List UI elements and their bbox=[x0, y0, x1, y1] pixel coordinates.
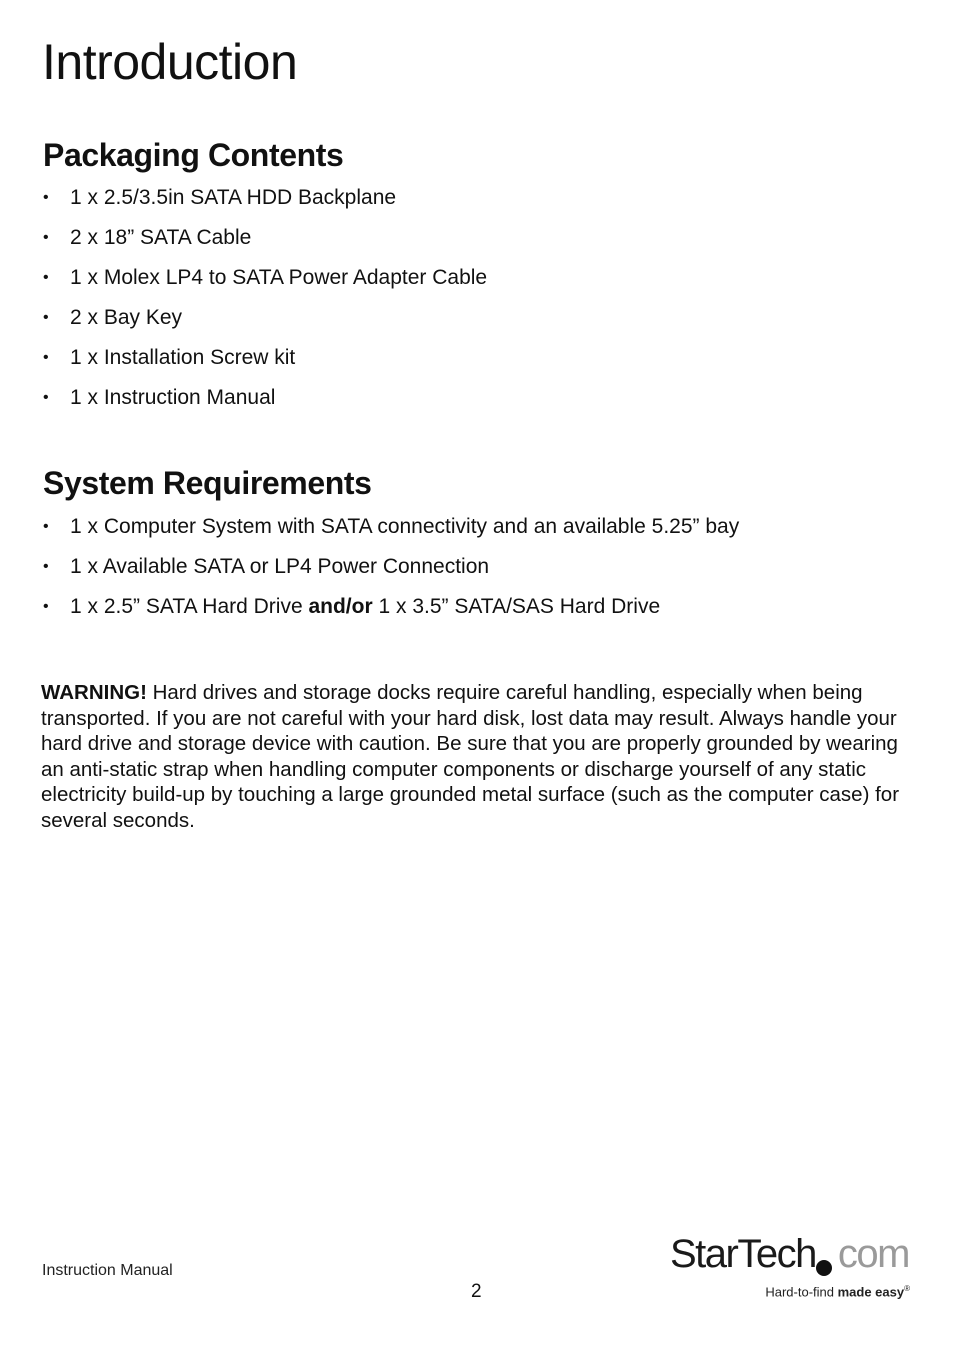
bullet-icon: • bbox=[43, 229, 49, 246]
logo-tagline: Hard-to-find made easy® bbox=[765, 1284, 910, 1300]
page-number: 2 bbox=[471, 1281, 482, 1302]
bullet-icon: • bbox=[43, 558, 49, 575]
startech-logo bbox=[670, 1232, 910, 1302]
system-requirements-list bbox=[42, 515, 739, 635]
list-item: • 1 x Installation Screw kit bbox=[43, 346, 296, 369]
list-item: • 1 x Molex LP4 to SATA Power Adapter Cable bbox=[43, 266, 488, 289]
page-title: Introduction bbox=[42, 34, 298, 90]
list-item: • 2 x Bay Key bbox=[43, 306, 183, 329]
warning-label: WARNING! bbox=[41, 681, 147, 704]
list-item: • 1 x 2.5” SATA Hard Drive and/or 1 x 3.5” SATA/SAS Hard Drive bbox=[43, 595, 661, 618]
bullet-icon: • bbox=[43, 518, 49, 535]
footer-label: Instruction Manual bbox=[42, 1262, 173, 1279]
bullet-icon: • bbox=[43, 389, 49, 406]
list-item: • 1 x Instruction Manual bbox=[43, 386, 276, 409]
system-requirements-heading: System Requirements bbox=[43, 465, 372, 501]
list-item: • 2 x 18” SATA Cable bbox=[43, 226, 252, 249]
bullet-icon: • bbox=[43, 309, 49, 326]
packaging-contents-list bbox=[42, 186, 487, 426]
bullet-icon: • bbox=[43, 189, 49, 206]
logo-wordmark: StarTech com bbox=[670, 1232, 909, 1276]
packaging-contents-heading: Packaging Contents bbox=[43, 137, 344, 173]
bullet-icon: • bbox=[43, 269, 49, 286]
list-item: • 1 x Computer System with SATA connectivity and an available 5.25” bay bbox=[43, 515, 740, 538]
logo-dot-icon bbox=[816, 1260, 832, 1276]
and-or-emphasis: and/or bbox=[308, 595, 373, 618]
bullet-icon: • bbox=[43, 598, 49, 615]
list-item: • 1 x Available SATA or LP4 Power Connection bbox=[43, 555, 490, 578]
warning-paragraph bbox=[41, 680, 911, 834]
warning-text: Hard drives and storage docks require careful handling, especially when being transported. If you are not careful with your hard disk, lost data may result. Always handle your hard drive and storage device with caution. Be sure that you are properly grounded by wearing an anti-static strap when handling computer components or discharge yourself of any static electricity build-up by touching a large grounded metal surface (such as the computer case) for several seconds. bbox=[41, 681, 900, 832]
list-item: • 1 x 2.5/3.5in SATA HDD Backplane bbox=[43, 186, 397, 209]
bullet-icon: • bbox=[43, 349, 49, 366]
